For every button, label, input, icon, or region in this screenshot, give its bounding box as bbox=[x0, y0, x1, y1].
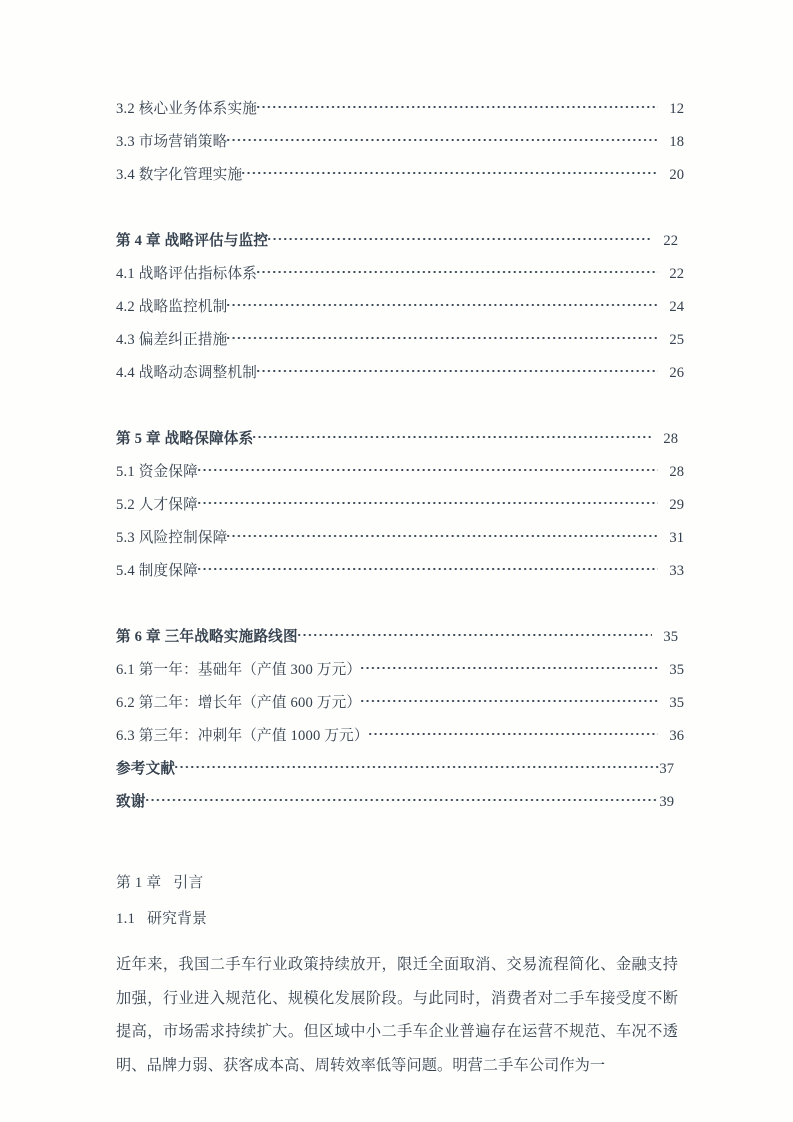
toc-dot-leader bbox=[257, 263, 658, 278]
toc-entry-title: 3.4 数字化管理实施 bbox=[116, 166, 243, 183]
toc-entry[interactable] bbox=[116, 725, 684, 758]
toc-entry-title: 3.3 市场营销策略 bbox=[116, 133, 228, 150]
toc-entry-title: 5.4 制度保障 bbox=[116, 562, 198, 579]
toc-dot-leader bbox=[268, 230, 652, 245]
section-1-1-heading bbox=[116, 912, 678, 948]
toc-dot-leader bbox=[175, 758, 659, 773]
toc-entry[interactable] bbox=[116, 164, 684, 197]
toc-entry[interactable] bbox=[116, 758, 674, 791]
toc-entry[interactable] bbox=[116, 791, 674, 824]
toc-entry-page-number: 39 bbox=[659, 793, 674, 810]
toc-entry-title: 第 5 章 战略保障体系 bbox=[116, 430, 254, 447]
toc-entry[interactable] bbox=[116, 560, 684, 593]
toc-entry-title: 5.2 人才保障 bbox=[116, 496, 198, 513]
toc-entry-title: 第 6 章 三年战略实施路线图 bbox=[116, 628, 298, 645]
toc-entry-page-number: 29 bbox=[669, 496, 684, 513]
toc-entry-title: 致谢 bbox=[116, 793, 146, 810]
toc-dot-leader bbox=[361, 692, 658, 707]
table-of-contents bbox=[116, 98, 684, 824]
toc-entry-title: 4.3 偏差纠正措施 bbox=[116, 331, 228, 348]
chapter-1-heading bbox=[116, 876, 678, 912]
toc-dot-leader bbox=[227, 131, 658, 146]
toc-entry-title: 3.2 核心业务体系实施 bbox=[116, 100, 258, 117]
toc-entry[interactable] bbox=[116, 230, 678, 263]
toc-entry-title: 4.1 战略评估指标体系 bbox=[116, 265, 258, 282]
toc-entry[interactable] bbox=[116, 428, 678, 461]
toc-group-spacer bbox=[116, 593, 678, 626]
toc-group-spacer bbox=[116, 197, 678, 230]
toc-entry[interactable] bbox=[116, 263, 684, 296]
section-1-1-number: 1.1 bbox=[116, 911, 136, 927]
toc-entry-page-number: 22 bbox=[669, 265, 684, 282]
body-section bbox=[116, 876, 678, 1082]
toc-dot-leader bbox=[242, 164, 658, 179]
toc-entry-page-number: 20 bbox=[669, 166, 684, 183]
toc-dot-leader bbox=[227, 296, 658, 311]
toc-dot-leader bbox=[257, 98, 658, 113]
toc-entry-page-number: 26 bbox=[669, 364, 684, 381]
toc-dot-leader bbox=[227, 527, 658, 542]
toc-entry-title: 6.3 第三年：冲刺年（产值 1000 万元） bbox=[116, 727, 369, 744]
toc-entry-title: 4.4 战略动态调整机制 bbox=[116, 364, 258, 381]
toc-entry-title: 6.2 第二年：增长年（产值 600 万元） bbox=[116, 694, 362, 711]
toc-entry[interactable] bbox=[116, 626, 678, 659]
toc-dot-leader bbox=[253, 428, 652, 443]
toc-entry-title: 参考文献 bbox=[116, 760, 176, 777]
toc-entry-page-number: 35 bbox=[663, 628, 678, 645]
toc-entry[interactable] bbox=[116, 527, 684, 560]
section-1-1-title: 研究背景 bbox=[147, 911, 208, 927]
toc-entry[interactable] bbox=[116, 461, 684, 494]
toc-dot-leader bbox=[146, 791, 660, 806]
toc-entry-page-number: 35 bbox=[669, 694, 684, 711]
toc-dot-leader bbox=[361, 659, 658, 674]
toc-dot-leader bbox=[369, 725, 659, 740]
toc-entry[interactable] bbox=[116, 296, 684, 329]
toc-entry-page-number: 22 bbox=[663, 232, 678, 249]
toc-dot-leader bbox=[198, 560, 659, 575]
page-content bbox=[116, 98, 684, 1082]
toc-entry-page-number: 31 bbox=[669, 529, 684, 546]
toc-entry-title: 4.2 战略监控机制 bbox=[116, 298, 228, 315]
toc-entry-page-number: 35 bbox=[669, 661, 684, 678]
toc-entry-page-number: 18 bbox=[669, 133, 684, 150]
toc-entry-page-number: 28 bbox=[669, 463, 684, 480]
toc-entry-page-number: 25 bbox=[669, 331, 684, 348]
toc-entry[interactable] bbox=[116, 692, 684, 725]
toc-group-spacer bbox=[116, 395, 678, 428]
toc-entry-page-number: 33 bbox=[669, 562, 684, 579]
toc-entry[interactable] bbox=[116, 659, 684, 692]
toc-entry-title: 5.3 风险控制保障 bbox=[116, 529, 228, 546]
toc-entry[interactable] bbox=[116, 98, 684, 131]
toc-entry-title: 第 4 章 战略评估与监控 bbox=[116, 232, 269, 249]
toc-dot-leader bbox=[298, 626, 653, 641]
toc-dot-leader bbox=[257, 362, 658, 377]
toc-entry-page-number: 24 bbox=[669, 298, 684, 315]
toc-entry-title: 5.1 资金保障 bbox=[116, 463, 198, 480]
toc-dot-leader bbox=[227, 329, 658, 344]
toc-entry-page-number: 37 bbox=[659, 760, 674, 777]
toc-entry-page-number: 12 bbox=[669, 100, 684, 117]
toc-entry[interactable] bbox=[116, 329, 684, 362]
body-paragraph: 近年来，我国二手车行业政策持续放开，限迁全面取消、交易流程简化、金融支持加强，行业进入规范化、规模化发展阶段。与此同时，消费者对二手车接受度不断提高，市场需求持续扩大。但区域中小二手车企业普遍存在运营不规范、车况不透明、品牌力弱、获客成本高、周转效率低等问题。明营二手车公司作为一 bbox=[116, 956, 678, 1074]
toc-entry[interactable] bbox=[116, 362, 684, 395]
toc-entry[interactable] bbox=[116, 131, 684, 164]
toc-entry[interactable] bbox=[116, 494, 684, 527]
toc-dot-leader bbox=[198, 494, 659, 509]
toc-entry-title: 6.1 第一年：基础年（产值 300 万元） bbox=[116, 661, 362, 678]
toc-entry-page-number: 28 bbox=[663, 430, 678, 447]
toc-entry-page-number: 36 bbox=[669, 727, 684, 744]
toc-dot-leader bbox=[198, 461, 659, 476]
chapter-1-number: 第 1 章 bbox=[116, 875, 162, 891]
chapter-1-title: 引言 bbox=[173, 875, 204, 891]
